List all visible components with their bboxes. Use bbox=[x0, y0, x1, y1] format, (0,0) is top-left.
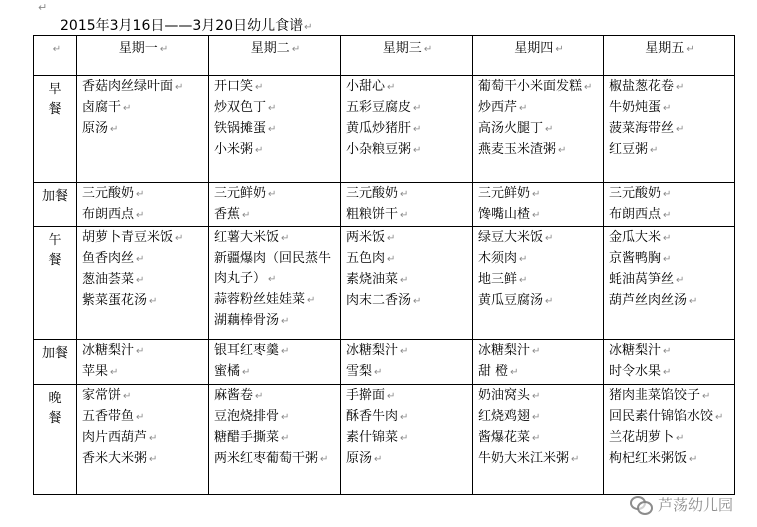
paragraph-mark: ↵ bbox=[38, 1, 48, 14]
corner-cell: ↵ bbox=[34, 36, 77, 76]
dish: 京酱鸭胸 ↵ bbox=[609, 251, 672, 266]
dish: 原汤 ↵ bbox=[82, 121, 119, 136]
dish: 糖醋手撕菜 ↵ bbox=[214, 430, 290, 445]
dish: 香菇肉丝绿叶面 ↵ bbox=[82, 79, 184, 94]
dish: 黄瓜豆腐汤 ↵ bbox=[478, 293, 554, 308]
watermark-text: 芦荡幼儿园 bbox=[657, 496, 733, 514]
menu-cell bbox=[604, 385, 735, 495]
menu-cell bbox=[209, 76, 341, 183]
dish: 五彩豆腐皮 ↵ bbox=[346, 100, 422, 115]
meal-name-text: 餐 bbox=[48, 253, 62, 268]
menu-cell bbox=[209, 227, 341, 340]
dish: 豆泡烧排骨 ↵ bbox=[214, 409, 290, 424]
weekly-menu-table bbox=[33, 35, 735, 495]
meal-name-text: 晚 bbox=[48, 391, 62, 406]
meal-name-text: 加餐 bbox=[41, 189, 68, 204]
menu-cell bbox=[77, 183, 209, 227]
dish: 两米红枣葡萄干粥 ↵ bbox=[214, 451, 329, 466]
meal-row bbox=[34, 385, 735, 495]
dish: 布朗西点 ↵ bbox=[82, 207, 145, 222]
dish: 时令水果 ↵ bbox=[609, 364, 672, 379]
dish: 湖藕棒骨汤 ↵ bbox=[214, 313, 290, 328]
day-header: 星期三 ↵ bbox=[341, 36, 473, 76]
meal-name-text: 加餐 bbox=[41, 346, 68, 361]
dish: 肉末二香汤 ↵ bbox=[346, 293, 422, 308]
menu-cell bbox=[604, 76, 735, 183]
menu-cell bbox=[473, 340, 604, 385]
dish: 铁锅摊蛋 ↵ bbox=[214, 121, 277, 136]
meal-row bbox=[34, 183, 735, 227]
menu-cell bbox=[77, 385, 209, 495]
meal-name bbox=[34, 340, 77, 385]
dish: 三元酸奶 ↵ bbox=[82, 186, 145, 201]
meal-name bbox=[34, 183, 77, 227]
dish: 蚝油莴笋丝 ↵ bbox=[609, 272, 685, 287]
dish: 小甜心 ↵ bbox=[346, 79, 396, 94]
meal-row bbox=[34, 76, 735, 183]
dish: 紫菜蛋花汤 ↵ bbox=[82, 293, 158, 308]
dish: 葫芦丝肉丝汤 ↵ bbox=[609, 293, 698, 308]
dish: 家常饼 ↵ bbox=[82, 388, 132, 403]
menu-cell bbox=[473, 76, 604, 183]
dish: 小杂粮豆粥 ↵ bbox=[346, 142, 422, 157]
dish: 小米粥 ↵ bbox=[214, 142, 264, 157]
dish: 麻酱卷 ↵ bbox=[214, 388, 264, 403]
day-header: 星期一 ↵ bbox=[77, 36, 209, 76]
menu-cell bbox=[209, 183, 341, 227]
dish: 甜 橙 ↵ bbox=[478, 364, 519, 379]
dish: 素什锦菜 ↵ bbox=[346, 430, 409, 445]
meal-name bbox=[34, 76, 77, 183]
menu-cell bbox=[473, 227, 604, 340]
meal-name-text: 早 bbox=[48, 82, 62, 97]
dish: 粗粮饼干 ↵ bbox=[346, 207, 409, 222]
menu-cell bbox=[77, 76, 209, 183]
dish: 银耳红枣羹 ↵ bbox=[214, 343, 290, 358]
dish: 木须肉 ↵ bbox=[478, 251, 528, 266]
dish: 冰糖梨汁 ↵ bbox=[82, 343, 145, 358]
meal-name-text: 餐 bbox=[48, 411, 62, 426]
dish: 葱油荟菜 ↵ bbox=[82, 272, 145, 287]
dish: 两米饭 ↵ bbox=[346, 230, 396, 245]
dish: 猪肉韭菜馅饺子 ↵ bbox=[609, 388, 711, 403]
dish: 金瓜大米 ↵ bbox=[609, 230, 672, 245]
day-header-row bbox=[34, 36, 735, 76]
day-header: 星期四 ↵ bbox=[473, 36, 604, 76]
dish: 燕麦玉米渣粥 ↵ bbox=[478, 142, 567, 157]
dish: 素烧油菜 ↵ bbox=[346, 272, 409, 287]
dish: 胡萝卜青豆米饭 ↵ bbox=[82, 230, 184, 245]
dish: 高汤火腿丁 ↵ bbox=[478, 121, 554, 136]
dish: 冰糖梨汁 ↵ bbox=[478, 343, 541, 358]
dish: 黄瓜炒猪肝 ↵ bbox=[346, 121, 422, 136]
menu-cell bbox=[77, 340, 209, 385]
watermark bbox=[630, 494, 733, 515]
meal-name-text: 餐 bbox=[48, 102, 62, 117]
menu-title bbox=[60, 17, 312, 37]
dish: 香蕉 ↵ bbox=[214, 207, 251, 222]
dish: 五色肉 ↵ bbox=[346, 251, 396, 266]
day-header: 星期五 ↵ bbox=[604, 36, 735, 76]
dish: 地三鲜 ↵ bbox=[478, 272, 528, 287]
menu-cell bbox=[604, 227, 735, 340]
dish: 酥香牛肉 ↵ bbox=[346, 409, 409, 424]
menu-cell bbox=[341, 76, 473, 183]
menu-cell bbox=[209, 340, 341, 385]
dish: 开口笑 ↵ bbox=[214, 79, 264, 94]
dish: 手擀面 ↵ bbox=[346, 388, 396, 403]
menu-cell bbox=[77, 227, 209, 340]
dish: 葡萄干小米面发糕 ↵ bbox=[478, 79, 593, 94]
meal-row bbox=[34, 340, 735, 385]
dish: 苹果 ↵ bbox=[82, 364, 119, 379]
dish: 红烧鸡翅 ↵ bbox=[478, 409, 541, 424]
meal-row bbox=[34, 227, 735, 340]
dish: 新疆爆肉（回民蒸牛肉丸子） ↵ bbox=[214, 251, 332, 286]
dish: 三元酸奶 ↵ bbox=[609, 186, 672, 201]
menu-cell bbox=[473, 183, 604, 227]
menu-cell bbox=[341, 183, 473, 227]
dish: 兰花胡萝卜 ↵ bbox=[609, 430, 685, 445]
dish: 雪梨 ↵ bbox=[346, 364, 383, 379]
dish: 香米大米粥 ↵ bbox=[82, 451, 158, 466]
dish: 五香带鱼 ↵ bbox=[82, 409, 145, 424]
dish: 牛奶炖蛋 ↵ bbox=[609, 100, 672, 115]
dish: 肉片西葫芦 ↵ bbox=[82, 430, 158, 445]
menu-cell bbox=[473, 385, 604, 495]
dish: 三元鲜奶 ↵ bbox=[214, 186, 277, 201]
dish: 三元鲜奶 ↵ bbox=[478, 186, 541, 201]
dish: 红薯大米饭 ↵ bbox=[214, 230, 290, 245]
dish: 炒双色丁 ↵ bbox=[214, 100, 277, 115]
dish: 绿豆大米饭 ↵ bbox=[478, 230, 554, 245]
dish: 布朗西点 ↵ bbox=[609, 207, 672, 222]
dish: 蒜蓉粉丝娃娃菜 ↵ bbox=[214, 292, 316, 307]
dish: 冰糖梨汁 ↵ bbox=[609, 343, 672, 358]
dish: 红豆粥 ↵ bbox=[609, 142, 659, 157]
dish: 炒西芹 ↵ bbox=[478, 100, 528, 115]
menu-cell bbox=[604, 183, 735, 227]
meal-name-text: 午 bbox=[48, 233, 62, 248]
menu-cell bbox=[341, 340, 473, 385]
dish: 奶油窝头 ↵ bbox=[478, 388, 541, 403]
dish: 蜜橘 ↵ bbox=[214, 364, 251, 379]
dish: 回民素什锦馅水饺 ↵ bbox=[609, 409, 724, 424]
day-header: 星期二 ↵ bbox=[209, 36, 341, 76]
menu-cell bbox=[341, 227, 473, 340]
menu-title-text: 2015年3月16日——3月20日幼儿食谱 bbox=[60, 18, 304, 34]
menu-cell bbox=[341, 385, 473, 495]
meal-name bbox=[34, 227, 77, 340]
dish: 鱼香肉丝 ↵ bbox=[82, 251, 145, 266]
menu-cell bbox=[604, 340, 735, 385]
dish: 酱爆花菜 ↵ bbox=[478, 430, 541, 445]
dish: 馋嘴山楂 ↵ bbox=[478, 207, 541, 222]
menu-cell bbox=[209, 385, 341, 495]
dish: 三元酸奶 ↵ bbox=[346, 186, 409, 201]
dish: 冰糖梨汁 ↵ bbox=[346, 343, 409, 358]
dish: 椒盐葱花卷 ↵ bbox=[609, 79, 685, 94]
dish: 原汤 ↵ bbox=[346, 451, 383, 466]
dish: 枸杞红米粥饭 ↵ bbox=[609, 451, 698, 466]
dish: 菠菜海带丝 ↵ bbox=[609, 121, 685, 136]
dish: 卤腐干 ↵ bbox=[82, 100, 132, 115]
meal-name bbox=[34, 385, 77, 495]
wechat-icon bbox=[630, 496, 652, 514]
paragraph-mark: ↵ bbox=[304, 22, 313, 33]
dish: 牛奶大米江米粥 ↵ bbox=[478, 451, 580, 466]
